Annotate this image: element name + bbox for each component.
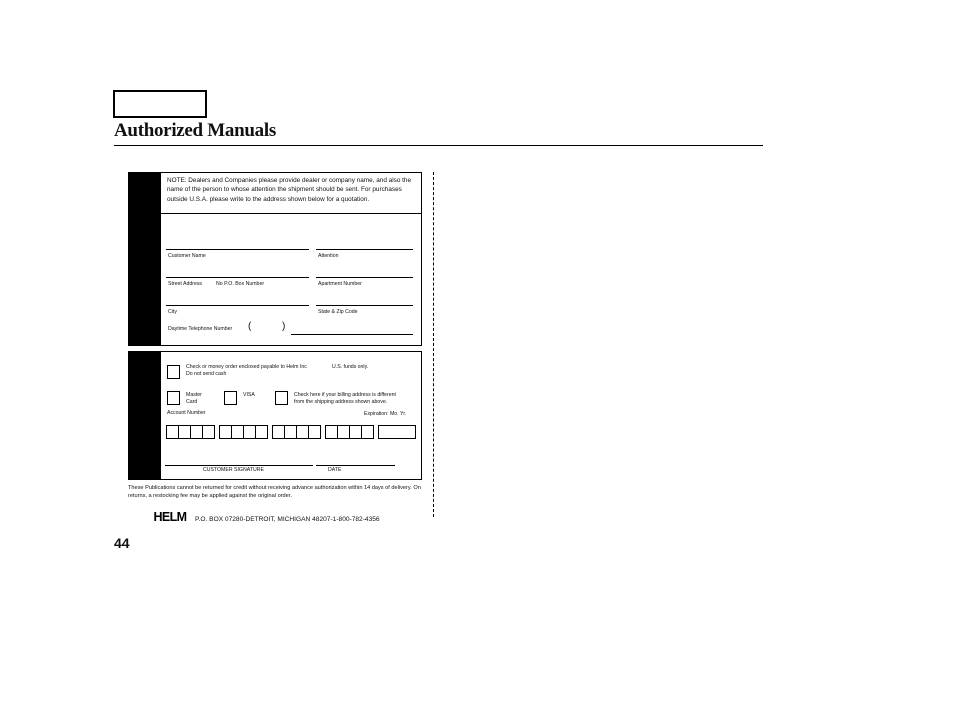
section-side-bar bbox=[129, 352, 161, 479]
dealer-note: NOTE: Dealers and Companies please provide dealer or company name, and also the name of the person to whose attention the shipment should be sent. For purchases outside U.S.A. please write to the address shown below for a quotation. bbox=[167, 177, 412, 203]
mastercard-label-line2: Card bbox=[186, 399, 198, 405]
expiration-label: Expiration: Mo. Yr. bbox=[364, 411, 407, 417]
customer-signature-label: CUSTOMER SIGNATURE bbox=[203, 467, 264, 473]
state-zip-field[interactable] bbox=[316, 305, 413, 306]
payment-section bbox=[128, 351, 422, 480]
apartment-number-field[interactable] bbox=[316, 277, 413, 278]
apartment-number-label: Apartment Number bbox=[318, 281, 362, 287]
account-number-group-1[interactable] bbox=[166, 425, 214, 439]
date-label: DATE bbox=[328, 467, 342, 473]
visa-checkbox[interactable] bbox=[224, 391, 237, 405]
date-field[interactable] bbox=[316, 465, 395, 466]
mastercard-label-line1: Master bbox=[186, 392, 202, 398]
account-number-group-2[interactable] bbox=[219, 425, 267, 439]
account-number-group-4[interactable] bbox=[325, 425, 373, 439]
section-side-bar bbox=[129, 173, 161, 345]
shipping-info-section bbox=[128, 172, 422, 346]
page-title: Authorized Manuals bbox=[114, 120, 276, 141]
attention-label: Attention bbox=[318, 253, 339, 259]
helm-address: P.O. BOX 07280-DETROIT, MICHIGAN 48207-1-800-782-4356 bbox=[195, 516, 380, 523]
account-digit-box[interactable] bbox=[202, 425, 215, 439]
cut-line bbox=[433, 172, 434, 517]
daytime-phone-field[interactable] bbox=[291, 334, 413, 335]
billing-different-checkbox[interactable] bbox=[275, 391, 288, 405]
account-number-label: Account Number bbox=[167, 410, 206, 416]
check-money-order-checkbox[interactable] bbox=[167, 365, 180, 379]
attention-field[interactable] bbox=[316, 249, 413, 250]
mastercard-checkbox[interactable] bbox=[167, 391, 180, 405]
expiration-field[interactable] bbox=[378, 425, 416, 439]
billing-different-label-line2: from the shipping address shown above. bbox=[294, 399, 388, 405]
account-digit-box[interactable] bbox=[361, 425, 374, 439]
visa-label: VISA bbox=[243, 392, 255, 398]
helm-logo bbox=[150, 510, 190, 523]
customer-name-label: Customer Name bbox=[168, 253, 206, 259]
no-po-box-label: No P.O. Box Number bbox=[216, 281, 265, 287]
account-digit-box[interactable] bbox=[308, 425, 321, 439]
phone-paren-close: ) bbox=[282, 321, 286, 332]
title-rule bbox=[114, 145, 763, 146]
account-digit-box[interactable] bbox=[255, 425, 268, 439]
page-number: 44 bbox=[114, 535, 130, 551]
daytime-phone-label: Daytime Telephone Number bbox=[168, 326, 233, 332]
billing-different-label-line1: Check here if your billing address is different bbox=[294, 392, 396, 398]
nav-box[interactable] bbox=[113, 90, 207, 118]
street-address-label: Street Address bbox=[168, 281, 203, 287]
note-divider bbox=[161, 213, 421, 214]
no-cash-label: Do not send cash bbox=[186, 371, 227, 377]
helm-logo-text: HELM bbox=[153, 510, 187, 523]
phone-paren-open: ( bbox=[248, 321, 252, 332]
check-money-order-label: Check or money order enclosed payable to Helm Inc bbox=[186, 364, 307, 370]
city-label: City bbox=[168, 309, 177, 315]
city-field[interactable] bbox=[166, 305, 309, 306]
customer-name-field[interactable] bbox=[166, 249, 309, 250]
us-funds-label: U.S. funds only. bbox=[332, 364, 369, 370]
account-number-group-3[interactable] bbox=[272, 425, 320, 439]
customer-signature-field[interactable] bbox=[165, 465, 313, 466]
return-policy-notice: These Publications cannot be returned for credit without receiving advance authorization within 14 days of delivery. On returns, a restocking fee may be applied against the original order. bbox=[128, 485, 421, 499]
state-zip-label: State & Zip Code bbox=[318, 309, 358, 315]
street-address-field[interactable] bbox=[166, 277, 309, 278]
